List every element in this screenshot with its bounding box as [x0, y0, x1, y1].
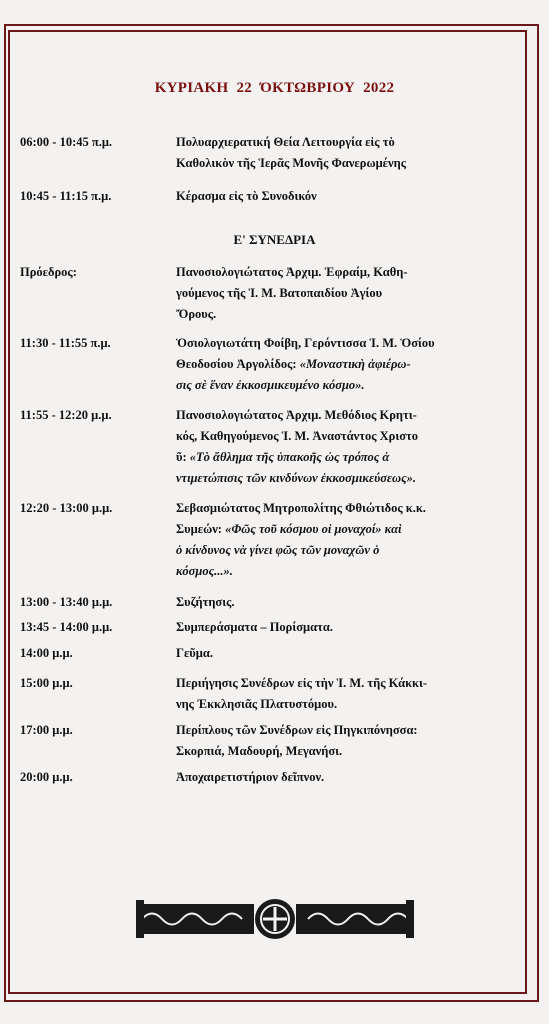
- description-line: Σκορπιά, Μαδουρή, Μεγανήσι.: [176, 744, 343, 758]
- schedule-description: [176, 333, 516, 396]
- description-line: κόσμος...».: [176, 564, 233, 578]
- description-line: Περιήγησις Συνέδρων εἰς τὴν Ἱ. Μ. τῆς Κάκκι-: [176, 676, 428, 690]
- description-line: Θεοδοσίου Ἀργολίδος: «Μοναστικὴ ἀφιέρω-: [176, 357, 411, 371]
- description-line: σις σὲ ἕναν ἐκκοσμικευμένο κόσμο».: [176, 378, 365, 392]
- schedule-time: 11:55 - 12:20 μ.μ.: [20, 408, 112, 422]
- schedule-time: 20:00 μ.μ.: [20, 770, 73, 784]
- description-line: Καθολικὸν τῆς Ἱερᾶς Μονῆς Φανερωμένης: [176, 156, 406, 170]
- description-line: Πανοσιολογιώτατος Ἀρχιμ. Ἐφραίμ, Καθη-: [176, 265, 408, 279]
- schedule-time: 17:00 μ.μ.: [20, 723, 73, 737]
- description-line: κός, Καθηγούμενος Ἱ. Μ. Ἀναστάντος Χριστο: [176, 429, 419, 443]
- description-line: ντιμετώπισις τῶν κινδύνων ἐκκοσμικεύσεως».: [176, 471, 417, 485]
- schedule-time: 15:00 μ.μ.: [20, 676, 73, 690]
- description-line: Πανοσιολογιώτατος Ἀρχιμ. Μεθόδιος Κρητι-: [176, 408, 417, 422]
- description-line: Ὁσιολογιωτάτη Φοίβη, Γερόντισσα Ἱ. Μ. Ὁσίου: [176, 336, 435, 350]
- page-title: ΚΥΡΙΑΚΗ 22 ΌΚΤΩΒΡΙΟΥ 2022: [154, 80, 395, 96]
- description-line: Συμπεράσματα – Πορίσματα.: [176, 620, 333, 634]
- schedule-time: 13:00 - 13:40 μ.μ.: [20, 595, 113, 609]
- schedule-description: [176, 673, 516, 715]
- description-line: ὁ κίνδυνος νὰ γίνει φῶς τῶν μοναχῶν ὁ: [176, 543, 380, 557]
- schedule-time: 10:45 - 11:15 π.μ.: [20, 189, 112, 203]
- schedule-description: [176, 720, 516, 762]
- schedule-time: 14:00 μ.μ.: [20, 646, 73, 660]
- description-line: Κέρασμα εἰς τὸ Συνοδικόν: [176, 189, 317, 203]
- schedule-description: [176, 643, 516, 664]
- schedule-description: [176, 767, 516, 788]
- description-line: Πολυαρχιερατική Θεία Λειτουργία εἰς τὸ: [176, 135, 395, 149]
- description-line: Ὄρους.: [176, 307, 217, 321]
- schedule-description: [176, 498, 516, 582]
- ornament-icon: [136, 894, 414, 942]
- description-line: ῦ: «Τὸ ἄθλημα τῆς ὑπακοῆς ὡς τρόπος ἀ: [176, 450, 390, 464]
- schedule-description: [176, 262, 516, 325]
- schedule-description: [176, 617, 516, 638]
- schedule-time: 13:45 - 14:00 μ.μ.: [20, 620, 113, 634]
- description-line: νης Ἐκκλησιᾶς Πλατυστόμου.: [176, 697, 338, 711]
- schedule-description: [176, 592, 516, 613]
- description-line: Γεῦμα.: [176, 646, 213, 660]
- description-line: Ἀποχαιρετιστήριον δεῖπνον.: [176, 770, 325, 784]
- description-line: Συμεών: «Φῶς τοῦ κόσμου οἱ μοναχοί» καὶ: [176, 522, 402, 536]
- schedule-description: [176, 186, 516, 207]
- schedule-time: 06:00 - 10:45 π.μ.: [20, 135, 113, 149]
- description-line: γούμενος τῆς Ἱ. Μ. Βατοπαιδίου Ἁγίου: [176, 286, 383, 300]
- schedule-description: [176, 132, 516, 174]
- schedule-time: 12:20 - 13:00 μ.μ.: [20, 501, 113, 515]
- description-line: Περίπλους τῶν Συνέδρων εἰς Πηγκιπόνησσα:: [176, 723, 418, 737]
- description-line: Συζήτησις.: [176, 595, 235, 609]
- description-line: Σεβασμιώτατος Μητροπολίτης Φθιώτιδος κ.κ.: [176, 501, 426, 515]
- schedule-time: 11:30 - 11:55 π.μ.: [20, 336, 111, 350]
- schedule-time: Πρόεδρος:: [20, 265, 77, 279]
- schedule-description: [176, 405, 516, 489]
- session-title: Ε' ΣΥΝΕΔΡΙΑ: [233, 232, 316, 247]
